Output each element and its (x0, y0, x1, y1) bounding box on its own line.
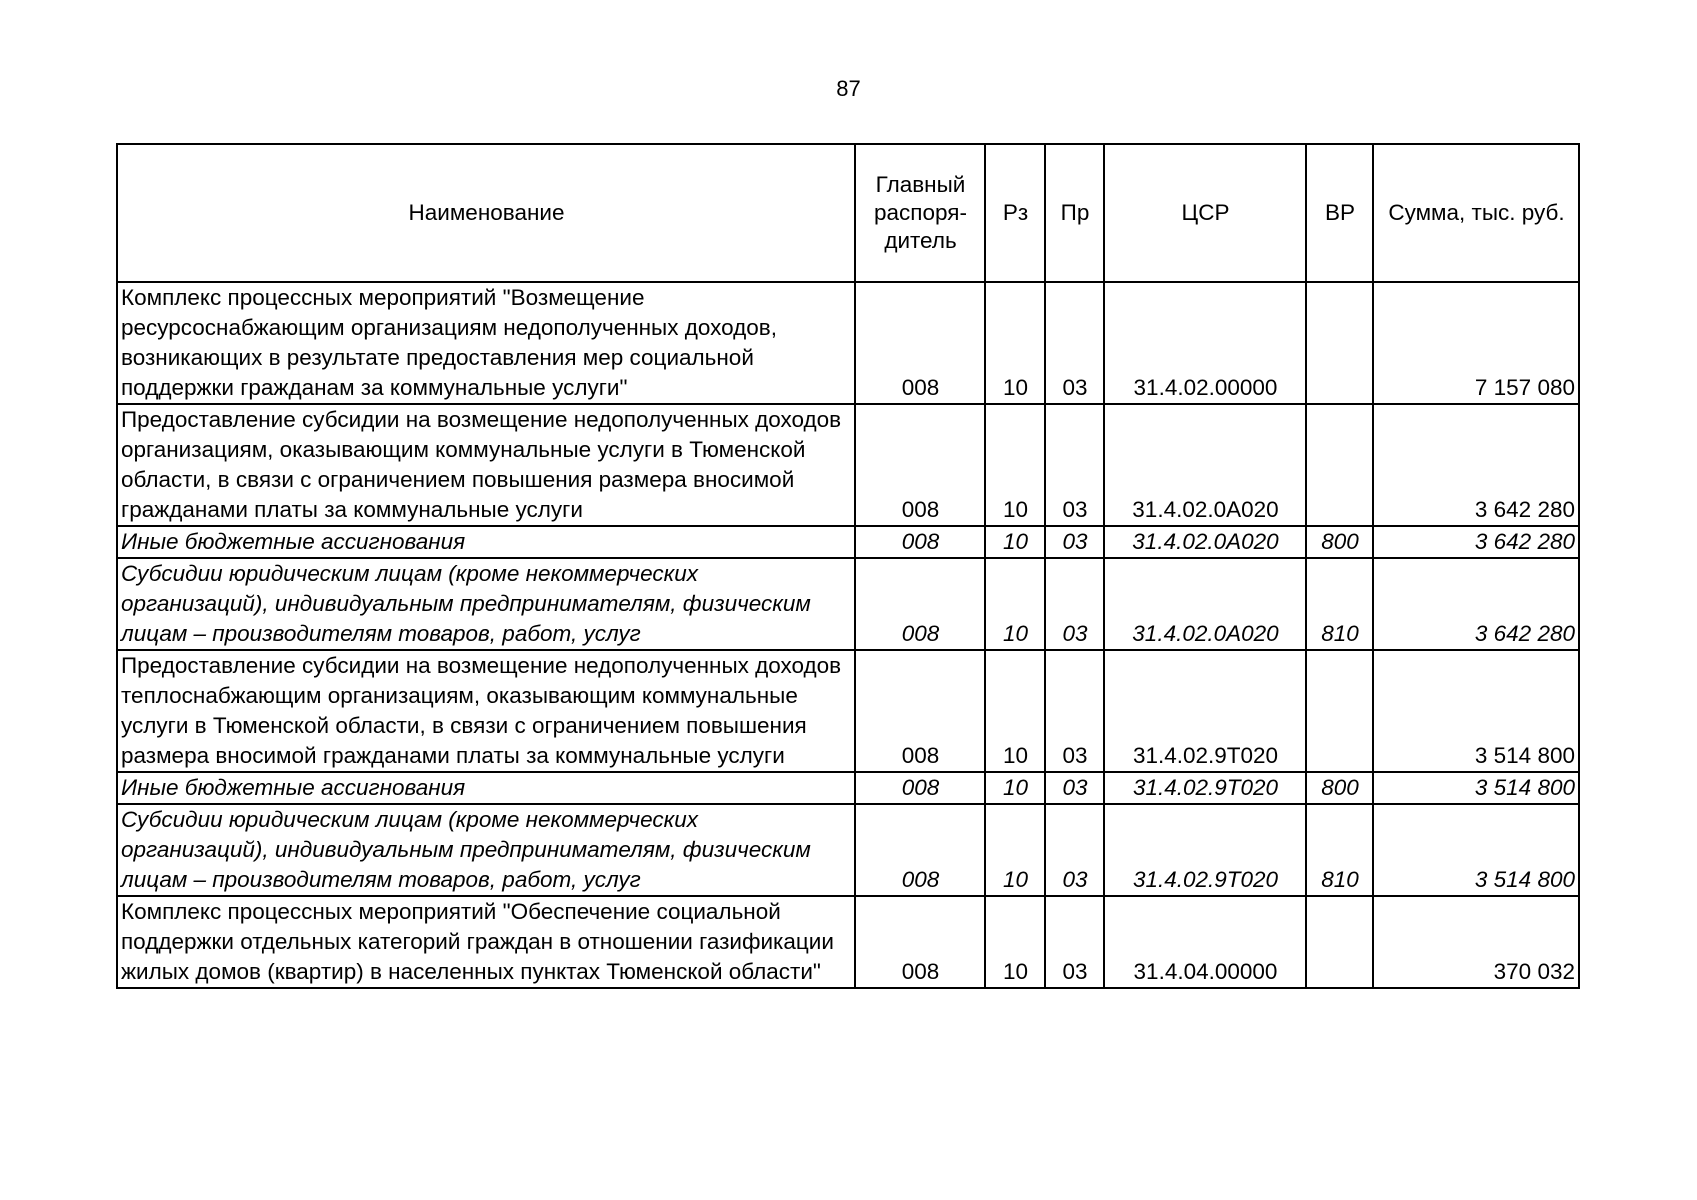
header-manager: Главный распоря-дитель (855, 144, 985, 282)
page-number: 87 (836, 76, 861, 101)
cell-csr: 31.4.02.9Т020 (1104, 650, 1306, 772)
cell-pr: 03 (1045, 404, 1104, 526)
cell-pr: 03 (1045, 558, 1104, 650)
table-header-row (117, 144, 1579, 282)
cell-csr: 31.4.04.00000 (1104, 896, 1306, 988)
cell-vr (1306, 404, 1373, 526)
table-row (117, 772, 1579, 804)
cell-name: Предоставление субсидии на возмещение недополученных доходов теплоснабжающим организациям, оказывающим коммунальные услуги в Тюменской области, в связи с ограничением повышения размера вносимой гражданами платы за коммунальные услуги (117, 650, 855, 772)
header-name: Наименование (117, 144, 855, 282)
table-row (117, 804, 1579, 896)
cell-manager: 008 (855, 558, 985, 650)
cell-csr: 31.4.02.9Т020 (1104, 772, 1306, 804)
cell-rz: 10 (985, 896, 1045, 988)
table-row (117, 404, 1579, 526)
cell-sum: 370 032 (1373, 896, 1579, 988)
cell-rz: 10 (985, 772, 1045, 804)
cell-pr: 03 (1045, 804, 1104, 896)
cell-manager: 008 (855, 526, 985, 558)
cell-sum: 3 642 280 (1373, 526, 1579, 558)
table-row (117, 896, 1579, 988)
cell-vr: 800 (1306, 526, 1373, 558)
budget-table (116, 143, 1580, 989)
cell-name: Иные бюджетные ассигнования (117, 772, 855, 804)
cell-sum: 3 514 800 (1373, 650, 1579, 772)
table-row (117, 282, 1579, 404)
cell-pr: 03 (1045, 896, 1104, 988)
cell-vr: 810 (1306, 804, 1373, 896)
cell-name: Иные бюджетные ассигнования (117, 526, 855, 558)
cell-sum: 7 157 080 (1373, 282, 1579, 404)
cell-manager: 008 (855, 804, 985, 896)
table-row (117, 650, 1579, 772)
cell-manager: 008 (855, 896, 985, 988)
cell-pr: 03 (1045, 282, 1104, 404)
cell-manager: 008 (855, 772, 985, 804)
cell-pr: 03 (1045, 772, 1104, 804)
cell-vr: 800 (1306, 772, 1373, 804)
cell-csr: 31.4.02.0А020 (1104, 558, 1306, 650)
cell-name: Субсидии юридическим лицам (кроме некоммерческих организаций), индивидуальным предпринимателям, физическим лицам – производителям товаров, работ, услуг (117, 558, 855, 650)
cell-csr: 31.4.02.0А020 (1104, 404, 1306, 526)
header-csr: ЦСР (1104, 144, 1306, 282)
header-sum: Сумма, тыс. руб. (1373, 144, 1579, 282)
cell-name: Предоставление субсидии на возмещение недополученных доходов организациям, оказывающим коммунальные услуги в Тюменской области, в связи с ограничением повышения размера вносимой гражданами платы за коммунальные услуги (117, 404, 855, 526)
header-rz: Рз (985, 144, 1045, 282)
cell-vr (1306, 896, 1373, 988)
cell-name: Комплекс процессных мероприятий "Обеспечение социальной поддержки отдельных категорий граждан в отношении газификации жилых домов (квартир) в населенных пунктах Тюменской области" (117, 896, 855, 988)
cell-vr (1306, 650, 1373, 772)
cell-rz: 10 (985, 404, 1045, 526)
cell-rz: 10 (985, 526, 1045, 558)
cell-vr: 810 (1306, 558, 1373, 650)
cell-name: Субсидии юридическим лицам (кроме некоммерческих организаций), индивидуальным предпринимателям, физическим лицам – производителям товаров, работ, услуг (117, 804, 855, 896)
header-vr: ВР (1306, 144, 1373, 282)
cell-name: Комплекс процессных мероприятий "Возмещение ресурсоснабжающим организациям недополученных доходов, возникающих в результате предоставления мер социальной поддержки гражданам за коммунальные услуги" (117, 282, 855, 404)
cell-csr: 31.4.02.0А020 (1104, 526, 1306, 558)
cell-sum: 3 514 800 (1373, 772, 1579, 804)
table-row (117, 526, 1579, 558)
cell-rz: 10 (985, 282, 1045, 404)
cell-csr: 31.4.02.00000 (1104, 282, 1306, 404)
cell-rz: 10 (985, 558, 1045, 650)
header-pr: Пр (1045, 144, 1104, 282)
cell-pr: 03 (1045, 650, 1104, 772)
table-row (117, 558, 1579, 650)
cell-manager: 008 (855, 282, 985, 404)
cell-rz: 10 (985, 650, 1045, 772)
cell-manager: 008 (855, 650, 985, 772)
cell-pr: 03 (1045, 526, 1104, 558)
cell-manager: 008 (855, 404, 985, 526)
cell-rz: 10 (985, 804, 1045, 896)
cell-sum: 3 642 280 (1373, 558, 1579, 650)
cell-vr (1306, 282, 1373, 404)
cell-sum: 3 514 800 (1373, 804, 1579, 896)
cell-csr: 31.4.02.9Т020 (1104, 804, 1306, 896)
cell-sum: 3 642 280 (1373, 404, 1579, 526)
